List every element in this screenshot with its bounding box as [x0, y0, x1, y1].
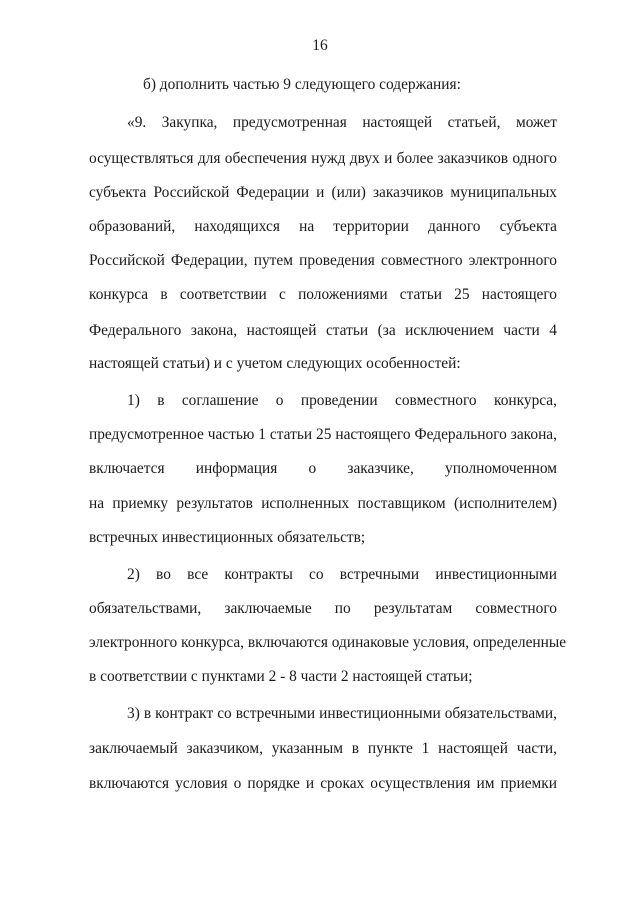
text-line: на приемку результатов исполненных поставщиком (исполнителем) [89, 495, 557, 512]
text-line: осуществляться для обеспечения нужд двух и более заказчиков одного [89, 150, 557, 167]
text-line: Федерального закона, настоящей статьи (за исключением части 4 [89, 322, 557, 339]
text-line: электронного конкурса, включаются одинаковые условия, определенные [89, 634, 567, 651]
text-line: заключаемый заказчиком, указанным в пункте 1 настоящей части, [89, 740, 557, 757]
text-line: 2) во все контракты со встречными инвестиционными [127, 566, 557, 583]
text-line: включаются условия о порядке и сроках осуществления им приемки [89, 775, 557, 792]
text-line: Российской Федерации, путем проведения совместного электронного [89, 252, 557, 269]
text-line: настоящей статьи) и с учетом следующих особенностей: [89, 355, 461, 372]
text-line: «9. Закупка, предусмотренная настоящей статьей, может [127, 114, 557, 131]
text-line: 3) в контракт со встречными инвестиционными обязательствами, [127, 705, 557, 722]
text-line: обязательствами, заключаемые по результатам совместного [89, 600, 557, 617]
text-line: в соответствии с пунктами 2 - 8 части 2 настоящей статьи; [89, 668, 473, 685]
text-line: б) дополнить частью 9 следующего содержания: [143, 76, 461, 93]
text-line: конкурса в соответствии с положениями статьи 25 настоящего [89, 286, 557, 303]
text-line: встречных инвестиционных обязательств; [89, 529, 366, 546]
text-line: субъекта Российской Федерации и (или) заказчиков муниципальных [89, 184, 557, 201]
text-line: 1) в соглашение о проведении совместного конкурса, [127, 392, 557, 409]
text-line: предусмотренное частью 1 статьи 25 настоящего Федерального закона, [89, 426, 557, 443]
text-line: включается информация о заказчике, уполномоченном [89, 460, 557, 477]
page-number: 16 [312, 37, 328, 54]
text-line: образований, находящихся на территории данного субъекта [89, 218, 557, 235]
